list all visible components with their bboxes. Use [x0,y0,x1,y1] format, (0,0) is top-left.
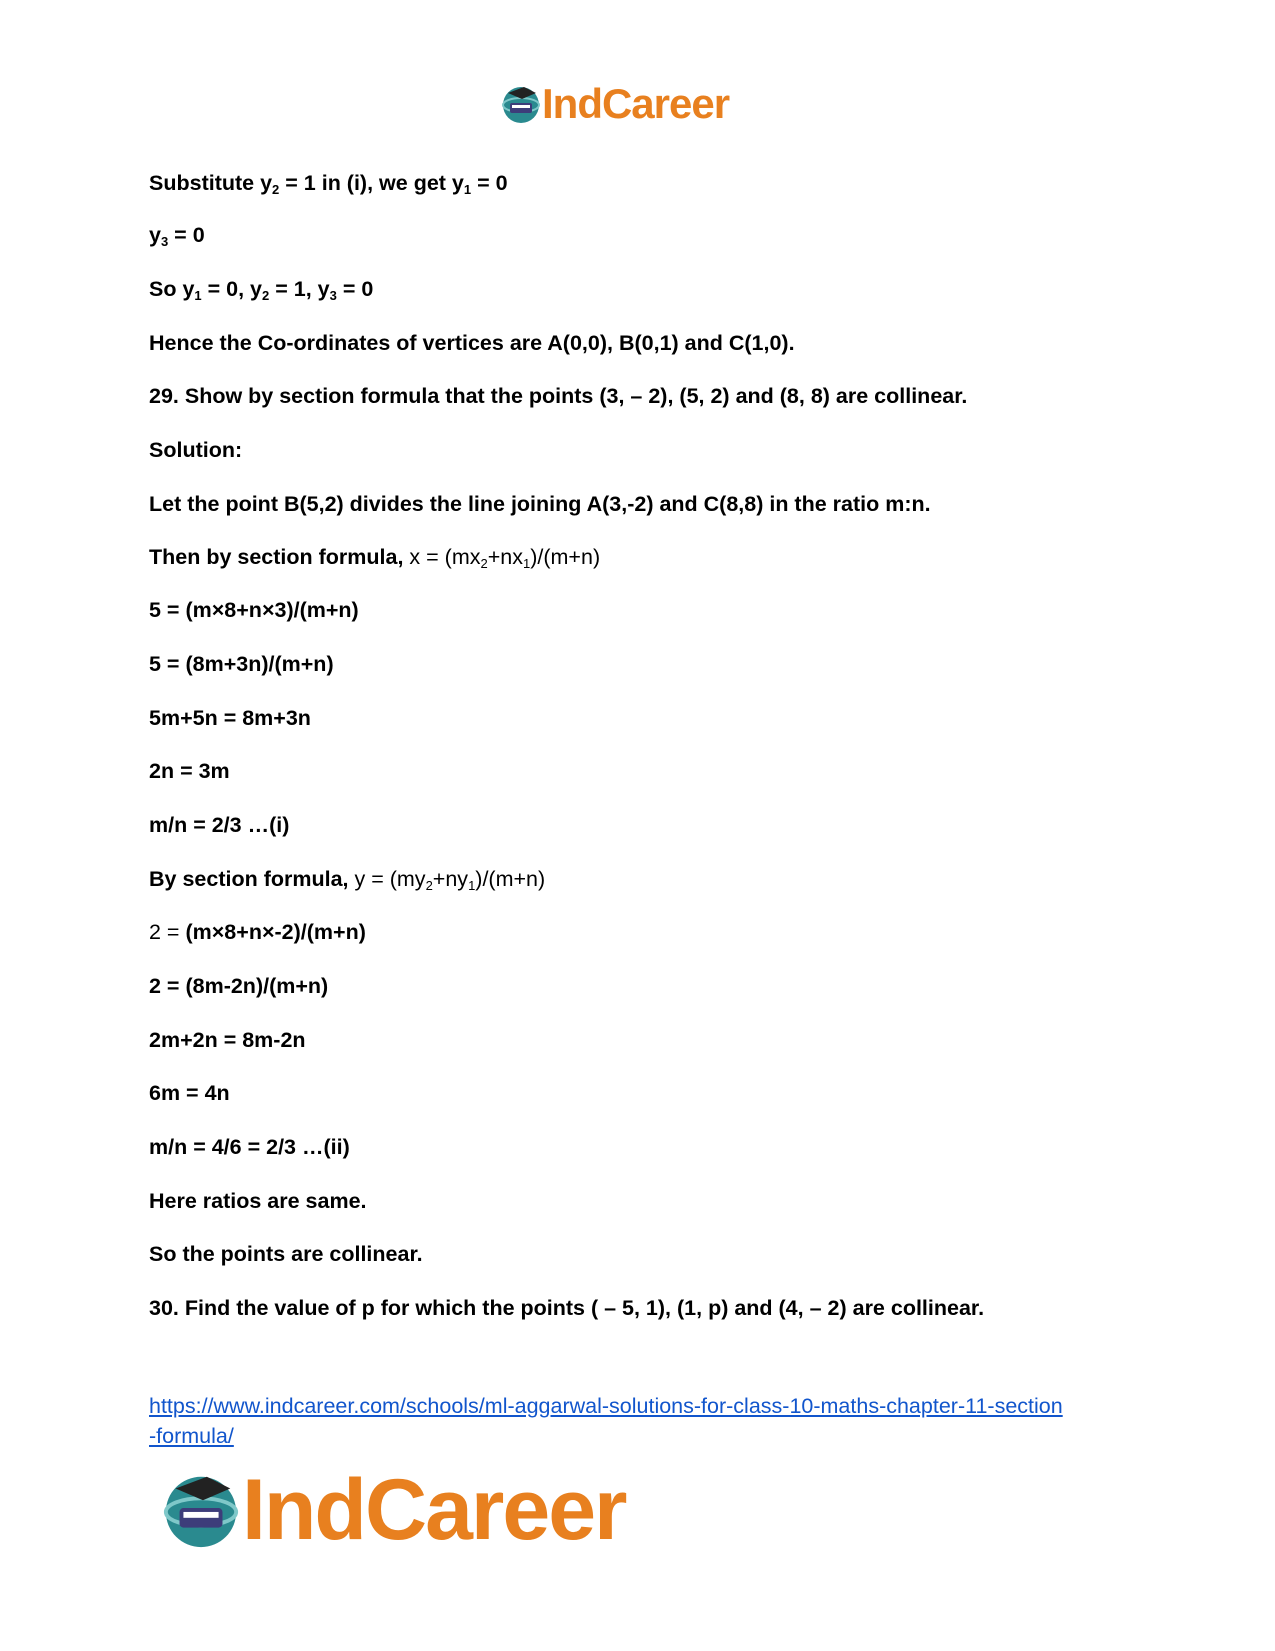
equation-line: m/n = 4/6 = 2/3 …(ii) [149,1135,350,1159]
text-line: Let the point B(5,2) divides the line joining A(3,-2) and C(8,8) in the ratio m:n. [149,492,931,516]
equation-line: 2 = (8m-2n)/(m+n) [149,974,329,998]
source-link-line-2[interactable]: -formula/ [149,1424,234,1448]
question-29: 29. Show by section formula that the points (3, – 2), (5, 2) and (8, 8) are collinear. [149,384,968,408]
text-line: Hence the Co-ordinates of vertices are A(0,0), B(0,1) and C(1,0). [149,331,795,355]
equation-line: m/n = 2/3 …(i) [149,813,290,837]
equation-line: 2m+2n = 8m-2n [149,1028,306,1052]
equation-line: 5m+5n = 8m+3n [149,706,311,730]
logo-text: IndCareer [542,80,730,127]
text-line: Here ratios are same. [149,1189,367,1213]
text-line: Then by section formula, $x = (mx_2+nx_1)/(m+n)$ [149,545,601,571]
header-logo [500,80,729,128]
equation-line: 5 = (8m+3n)/(m+n) [149,652,334,676]
globe-graduation-icon [500,83,542,125]
text-line: So the points are collinear. [149,1242,423,1266]
equation-line: 2n = 3m [149,759,230,783]
logo-text: IndCareer [242,1461,626,1558]
text-line: So $y_1 = 0$, $y_2 = 1$, $y_3 = 0$ [149,277,374,303]
equation-line: 6m = 4n [149,1081,230,1105]
text-line: $y_3 = 0$ [149,223,205,249]
text-line: By section formula, $y = (my_2+ny_1)/(m+n)$ [149,867,546,893]
footer-logo [160,1461,626,1558]
question-30: 30. Find the value of p for which the points ( – 5, 1), (1, p) and (4, – 2) are collinear. [149,1296,985,1320]
source-link-line-1[interactable]: https://www.indcareer.com/schools/ml-aggarwal-solutions-for-class-10-maths-chapter-11-section [149,1394,1063,1418]
equation-line: 5 = (m×8+n×3)/(m+n) [149,598,359,622]
equation-line: 2 = (m×8+n×-2)/(m+n) [149,920,366,944]
text-line: Substitute $y_2 = 1$ in (i), we get $y_1 = 0$ [149,171,508,197]
source-link[interactable] [149,1391,1149,1451]
solution-label: Solution: [149,438,243,462]
globe-graduation-icon [160,1469,242,1551]
